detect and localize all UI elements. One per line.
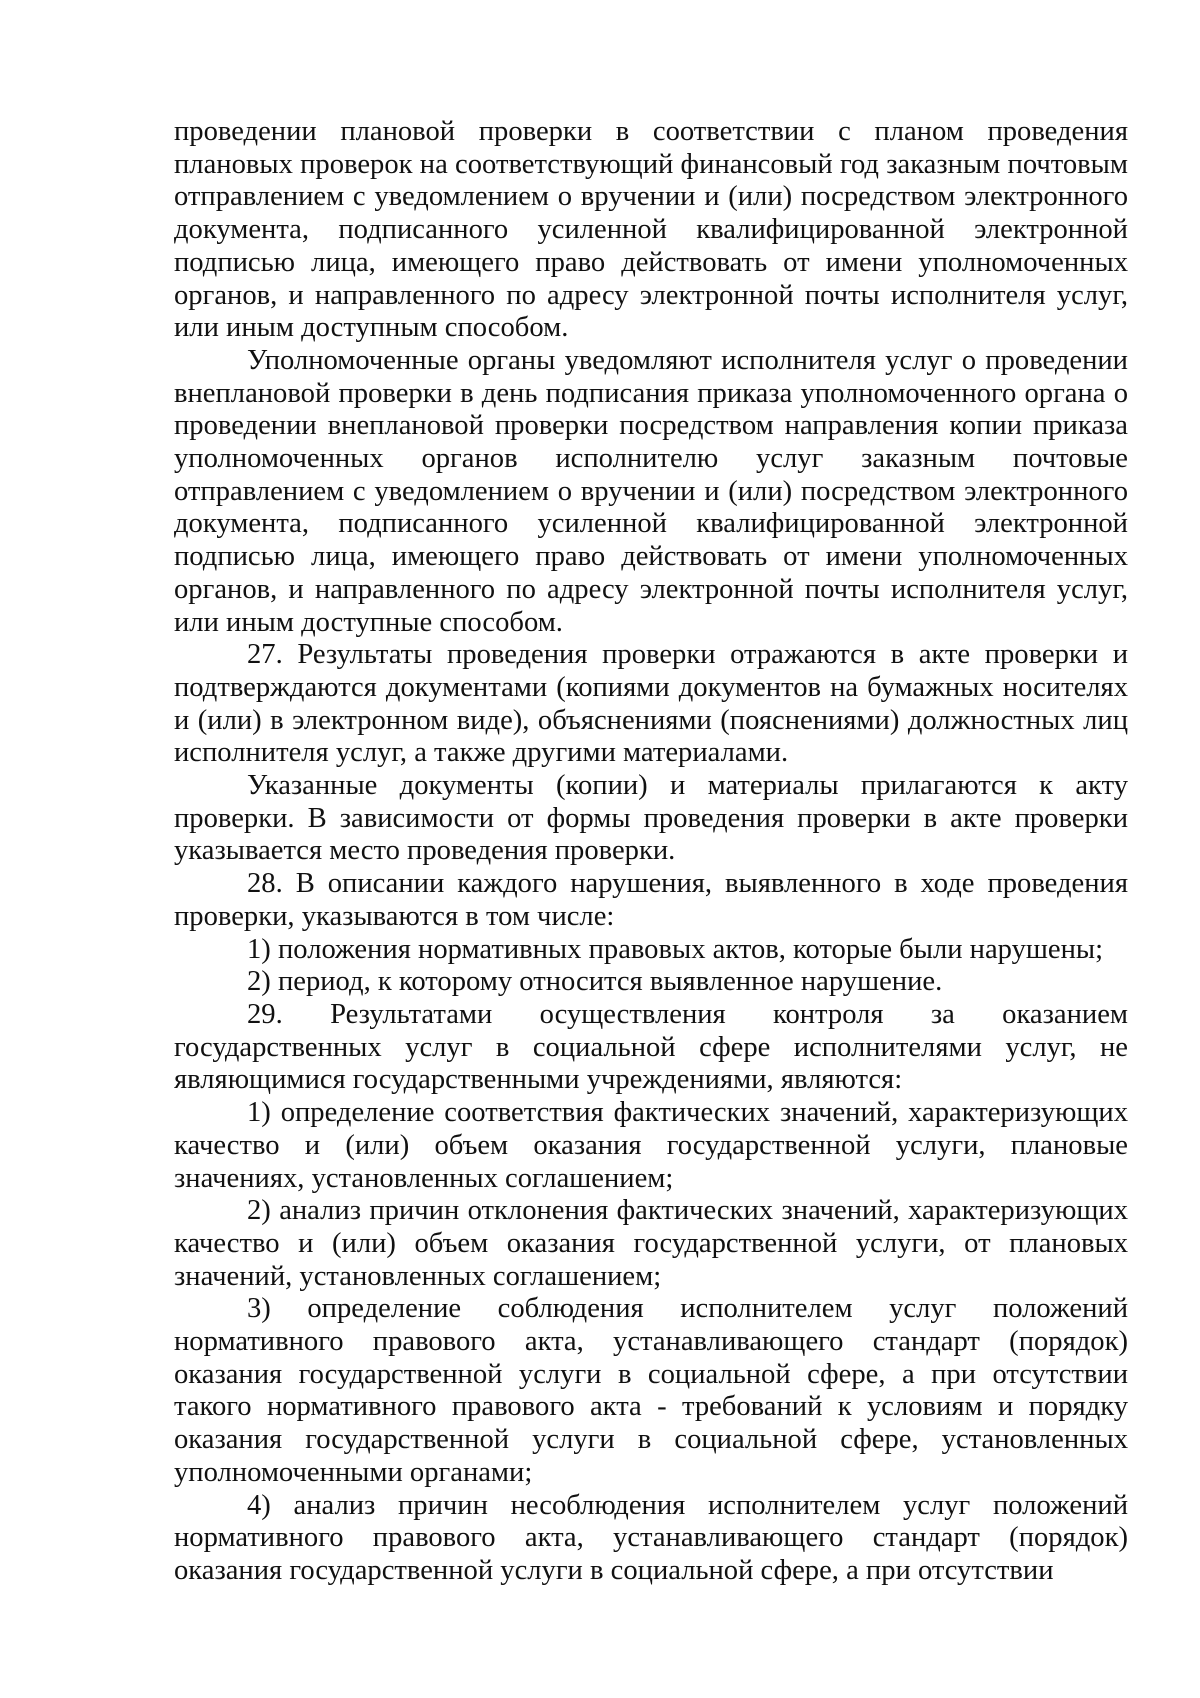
paragraph-28: 28. В описании каждого нарушения, выявленного в ходе проведения проверки, указываются в том числе:: [174, 868, 1128, 932]
list-item-28-1: 1) положения нормативных правовых актов, которые были нарушены;: [247, 933, 1104, 965]
document-page: [174, 116, 1128, 1588]
paragraph-attached-documents: Указанные документы (копии) и материалы прилагаются к акту проверки. В зависимости от формы проведения проверки в акте проверки указывается место проведения проверки.: [174, 770, 1128, 867]
list-item-29-1: 1) определение соответствия фактических значений, характеризующих качество и (или) объем оказания государственной услуги, плановые значениях, установленных соглашением;: [174, 1097, 1128, 1194]
paragraph-continuation: проведении плановой проверки в соответствии с планом проведения плановых проверок на соответствующий финансовый год заказным почтовым отправлением с уведомлением о вручении и (или) посредством электронного документа, подписанного усиленной квалифицированной электронной подписью лица, имеющего право действовать от имени уполномоченных органов, и направленного по адресу электронной почты исполнителя услуг, или иным доступным способом.: [174, 116, 1128, 344]
paragraph-27: 27. Результаты проведения проверки отражаются в акте проверки и подтверждаются документами (копиями документов на бумажных носителях и (или) в электронном виде), объяснениями (пояснениями) должностных лиц исполнителя услуг, а также другими материалами.: [174, 639, 1128, 769]
paragraph-29: 29. Результатами осуществления контроля за оказанием государственных услуг в социальной сфере исполнителями услуг, не являющимися государственными учреждениями, являются:: [174, 998, 1128, 1096]
list-item-28-2: 2) период, к которому относится выявленное нарушение.: [247, 966, 943, 998]
list-item-29-2: 2) анализ причин отклонения фактических значений, характеризующих качество и (или) объем оказания государственной услуги, от плановых значений, установленных соглашением;: [174, 1195, 1128, 1292]
list-item-29-4: 4) анализ причин несоблюдения исполнителем услуг положений нормативного правового акта, устанавливающего стандарт (порядок) оказания государственной услуги в социальной сфере, а при отсутствии: [174, 1489, 1128, 1586]
paragraph-unscheduled-inspection-notice: Уполномоченные органы уведомляют исполнителя услуг о проведении внеплановой проверки в день подписания приказа уполномоченного органа о проведении внеплановой проверки посредством направления копии приказа уполномоченных органов исполнителю услуг заказным почтовые отправлением с уведомлением о вручении и (или) посредством электронного документа, подписанного усиленной квалифицированной электронной подписью лица, имеющего право действовать от имени уполномоченных органов, и направленного по адресу электронной почты исполнителя услуг, или иным доступные способом.: [174, 344, 1128, 638]
list-item-29-3: 3) определение соблюдения исполнителем услуг положений нормативного правового акта, устанавливающего стандарт (порядок) оказания государственной услуги в социальной сфере, а при отсутствии такого нормативного правового акта - требований к условиям и порядку оказания государственной услуги в социальной сфере, установленных уполномоченными органами;: [174, 1293, 1128, 1488]
